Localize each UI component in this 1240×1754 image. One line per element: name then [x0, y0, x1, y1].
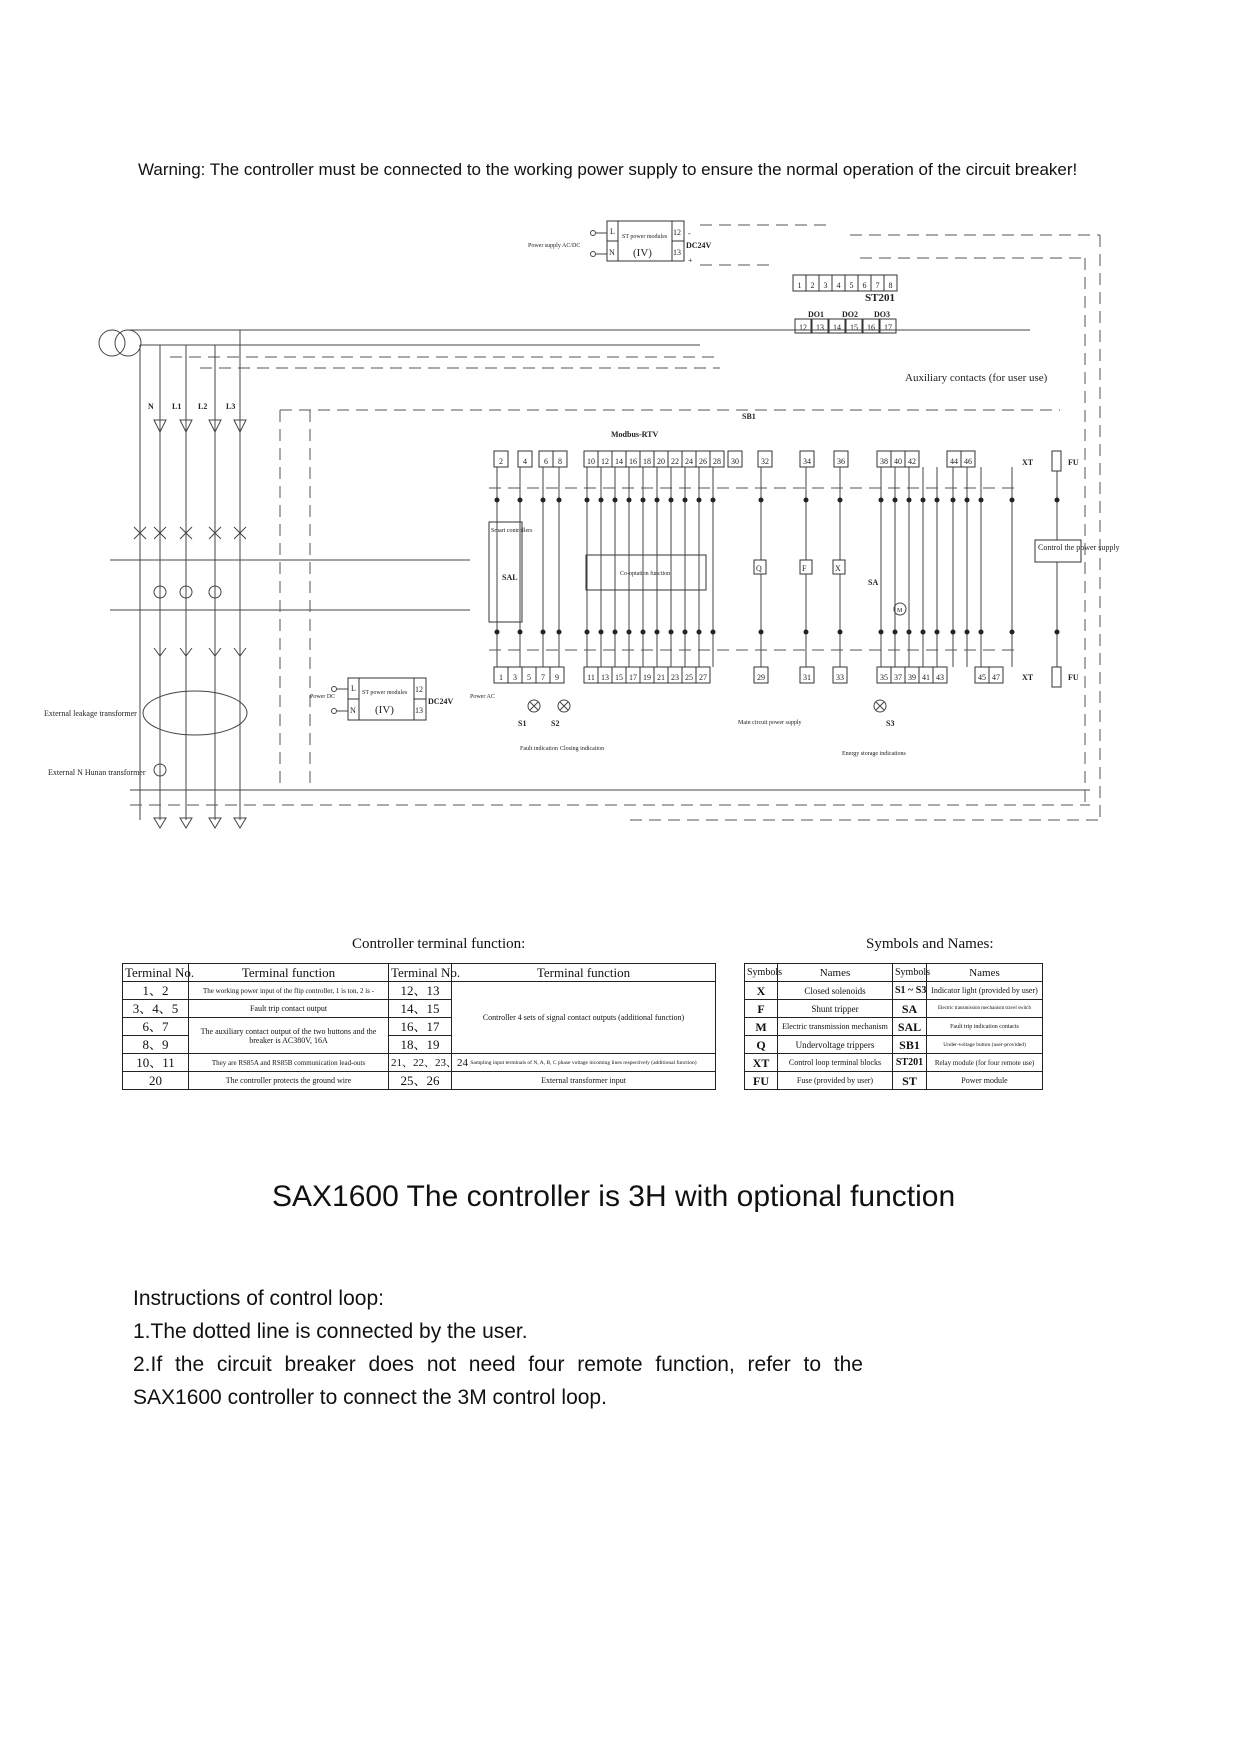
contact-dot [879, 498, 884, 503]
phase-l1: L1 [172, 402, 182, 411]
symbol-name: Relay module (for four remote use) [927, 1054, 1043, 1072]
contact-dot [951, 630, 956, 635]
terminal-function: Controller 4 sets of signal contact outputs (additional function) [452, 982, 716, 1054]
terminal-top: 46 [964, 457, 972, 466]
symbol-name: Control loop terminal blocks [778, 1054, 893, 1072]
contact-dot [683, 630, 688, 635]
table-row [123, 982, 716, 1000]
contact-dot [711, 498, 716, 503]
terminal-bottom: 17 [629, 673, 637, 682]
contact-dot [683, 498, 688, 503]
terminal-top: 22 [671, 457, 679, 466]
closing-indication-label: Closing indication [560, 746, 605, 752]
terminal-top: 36 [837, 457, 845, 466]
contact-dot [613, 630, 618, 635]
terminal-top: 14 [615, 457, 623, 466]
symbol-name: Electric transmission mechanism travel switch [927, 1000, 1043, 1018]
terminal-function: Sampling input terminals of N, A, B, C phase voltage incoming lines respectively (additional function) [452, 1054, 716, 1072]
contact-dot [518, 630, 523, 635]
symbol-name: Closed solenoids [778, 982, 893, 1000]
terminal-bottom: 1 [499, 673, 503, 682]
symbol-name: Fuse (provided by user) [778, 1072, 893, 1090]
contact-dot [655, 498, 660, 503]
s2-label: S2 [551, 719, 560, 728]
terminal-no: 3、4、5 [123, 1000, 189, 1018]
symbol: M [745, 1018, 778, 1036]
control-power-label: Control the power supply [1038, 543, 1120, 552]
contact-dot [641, 498, 646, 503]
terminal-bottom: 25 [685, 673, 693, 682]
table-row [123, 1072, 716, 1090]
contact-dot [935, 498, 940, 503]
symbol-name: Electric transmission mechanism [778, 1018, 893, 1036]
do1-label: DO1 [808, 310, 824, 319]
table-row [123, 1054, 716, 1072]
symbol-name: Under-voltage button (user-provided) [927, 1036, 1043, 1054]
s3-label: S3 [886, 719, 895, 728]
terminal-bottom: 45 [978, 673, 986, 682]
contact-dot [1055, 630, 1060, 635]
terminal-function: The working power input of the flip controller, 1 is ton, 2 is - [189, 982, 389, 1000]
terminal-top: 24 [685, 457, 693, 466]
terminal-bottom: 23 [671, 673, 679, 682]
terminal-function-table [122, 963, 716, 1090]
top-module-l: L [610, 227, 615, 236]
left-module-l: L [351, 684, 356, 693]
contact-dot [697, 630, 702, 635]
contact-dot [518, 498, 523, 503]
symbol: S1 ~ S3 [893, 982, 927, 1000]
symbol: SA [893, 1000, 927, 1018]
terminal-top: 42 [908, 457, 916, 466]
terminal-top: 40 [894, 457, 902, 466]
terminal-no: 1、2 [123, 982, 189, 1000]
instructions-block [133, 1282, 863, 1414]
left-module-iv: (IV) [375, 704, 394, 716]
contact-dot [613, 498, 618, 503]
fault-indication-label: Fault indication [520, 746, 558, 752]
contact-dot [1010, 498, 1015, 503]
st201-label: ST201 [865, 292, 895, 304]
document-title: SAX1600 The controller is 3H with optional function [272, 1180, 956, 1213]
phase-l3: L3 [226, 402, 236, 411]
contact-dot [893, 630, 898, 635]
terminal-bottom: 43 [936, 673, 944, 682]
do-terminal: 17 [884, 323, 892, 332]
contact-dot [979, 630, 984, 635]
left-module-title: ST power modules [362, 690, 408, 696]
smart-controller-label: Smart controllers [491, 528, 533, 534]
header-terminal-function-2: Terminal function [452, 964, 716, 982]
contact-dot [669, 498, 674, 503]
contact-dot [557, 498, 562, 503]
terminal-top: 12 [601, 457, 609, 466]
terminal-bottom: 11 [587, 673, 595, 682]
st201-terminal: 3 [823, 281, 828, 290]
st201-terminal: 1 [797, 281, 802, 290]
terminal-bottom: 15 [615, 673, 623, 682]
st201-terminal: 5 [849, 281, 854, 290]
terminal-top: 34 [803, 457, 811, 466]
instruction-item-2: 2.If the circuit breaker does not need four remote function, refer to the SAX1600 controller to connect the 3M control loop. [133, 1353, 863, 1409]
phase-labels [148, 402, 235, 411]
terminal-bottom: 29 [757, 673, 765, 682]
symbol-name: Fault trip indication contacts [927, 1018, 1043, 1036]
instructions-heading: Instructions of control loop: [133, 1287, 384, 1310]
contact-dot [697, 498, 702, 503]
contact-dot [965, 498, 970, 503]
header-names-2: Names [927, 964, 1043, 982]
terminal-top: 16 [629, 457, 637, 466]
xt-label-top: XT [1022, 458, 1034, 467]
contact-dot [599, 630, 604, 635]
symbol: F [745, 1000, 778, 1018]
terminal-top: 32 [761, 457, 769, 466]
terminal-bottom: 19 [643, 673, 651, 682]
contact-dot [838, 498, 843, 503]
terminal-function: They are RS85A and RS85B communication lead-outs [189, 1054, 389, 1072]
terminal-bottom: 41 [922, 673, 930, 682]
st201-terminal: 7 [875, 281, 880, 290]
table-header-row [123, 964, 716, 982]
top-module-plus: + [688, 256, 693, 265]
terminal-bottom: 7 [541, 673, 545, 682]
symbol: SAL [893, 1018, 927, 1036]
phase-l2: L2 [198, 402, 208, 411]
do-terminal: 15 [850, 323, 858, 332]
left-module-dc: DC24V [428, 697, 454, 706]
cooperation-label: Co-optation function [620, 571, 671, 577]
symbol: Q [745, 1036, 778, 1054]
terminal-top: 44 [950, 457, 958, 466]
left-module-t13: 13 [415, 706, 423, 715]
top-module-n: N [609, 248, 615, 257]
terminal-bottom: 9 [555, 673, 559, 682]
sb1-label: SB1 [742, 412, 756, 421]
external-n-label: External N Hunan transformer [48, 768, 146, 777]
symbol-name: Indicator light (provided by user) [927, 982, 1043, 1000]
contact-dot [838, 630, 843, 635]
table-row [745, 982, 1043, 1000]
terminal-no: 10、11 [123, 1054, 189, 1072]
symbol: ST201 [893, 1054, 927, 1072]
st201-terminal: 2 [810, 281, 815, 290]
top-module-iv: (IV) [633, 247, 652, 259]
contact-dot [585, 630, 590, 635]
table-row [745, 1000, 1043, 1018]
header-terminal-no-2: Terminal No. [389, 964, 452, 982]
st201-terminal: 4 [836, 281, 841, 290]
terminal-function: The controller protects the ground wire [189, 1072, 389, 1090]
terminal-bottom: 3 [513, 673, 517, 682]
contact-dot [641, 630, 646, 635]
bottom-terminals [494, 667, 1003, 683]
top-module-t12: 12 [673, 228, 681, 237]
header-symbols-2: Symbols [893, 964, 927, 982]
contact-dot [1010, 630, 1015, 635]
do2-label: DO2 [842, 310, 858, 319]
terminal-bottom: 35 [880, 673, 888, 682]
indicator-lamps [518, 700, 907, 757]
left-module-t12: 12 [415, 685, 423, 694]
terminal-function: The auxiliary contact output of the two buttons and the breaker is AC380V, 16A [189, 1018, 389, 1054]
main-circuit-label: Main circuit power supply [738, 720, 802, 726]
terminal-table-title: Controller terminal function: [352, 936, 526, 952]
contact-dot [711, 630, 716, 635]
terminal-bottom: 33 [836, 673, 844, 682]
s1-label: S1 [518, 719, 527, 728]
fu-label-top: FU [1068, 458, 1079, 467]
terminal-top: 2 [499, 457, 503, 466]
symbol-name: Shunt tripper [778, 1000, 893, 1018]
terminal-no: 14、15 [389, 1000, 452, 1018]
terminal-top: 4 [523, 457, 527, 466]
terminal-function: External transformer input [452, 1072, 716, 1090]
terminal-no: 18、19 [389, 1036, 452, 1054]
terminal-bottom: 21 [657, 673, 665, 682]
symbol: SB1 [893, 1036, 927, 1054]
do-terminal: 12 [799, 323, 807, 332]
phase-symbols [134, 420, 247, 828]
terminal-bottom: 13 [601, 673, 609, 682]
table-row [745, 1036, 1043, 1054]
left-module-n: N [350, 706, 356, 715]
warning-text: Warning: The controller must be connected to the working power supply to ensure the normal operation of the circuit breaker! [138, 160, 1078, 179]
contact-dot [655, 630, 660, 635]
terminal-bottom: 47 [992, 673, 1000, 682]
terminal-top: 8 [558, 457, 562, 466]
contact-dot [627, 498, 632, 503]
contact-dot [541, 630, 546, 635]
table-row [745, 1072, 1043, 1090]
modbus-label: Modbus-RTV [611, 430, 659, 439]
fu-label-bottom: FU [1068, 673, 1079, 682]
terminal-no: 21、22、23、24 [389, 1054, 452, 1072]
symbols-table-title: Symbols and Names: [866, 936, 994, 952]
contact-dot [921, 630, 926, 635]
terminal-no: 20 [123, 1072, 189, 1090]
terminal-no: 16、17 [389, 1018, 452, 1036]
contact-dot [669, 630, 674, 635]
header-terminal-function: Terminal function [189, 964, 389, 982]
phase-n: N [148, 402, 154, 411]
terminal-no: 8、9 [123, 1036, 189, 1054]
transformer-symbol [99, 330, 141, 356]
symbols-table [744, 963, 1043, 1090]
contact-dot [935, 630, 940, 635]
f-label: F [802, 564, 807, 573]
top-module-dc: DC24V [686, 241, 712, 250]
right-frame [700, 225, 1100, 820]
symbol: XT [745, 1054, 778, 1072]
symbol: X [745, 982, 778, 1000]
contact-dot [599, 498, 604, 503]
terminal-top: 30 [731, 457, 739, 466]
header-names: Names [778, 964, 893, 982]
energy-indication-label: Energy storage indications [842, 751, 906, 757]
q-label: Q [756, 564, 762, 573]
symbol: ST [893, 1072, 927, 1090]
table-row [745, 1054, 1043, 1072]
contact-dot [979, 498, 984, 503]
contact-dot [951, 498, 956, 503]
external-leakage-label: External leakage transformer [44, 709, 137, 718]
do-terminal: 13 [816, 323, 824, 332]
contact-dot [759, 498, 764, 503]
terminal-top: 38 [880, 457, 888, 466]
terminal-bottom: 5 [527, 673, 531, 682]
sal-label: SAL [502, 573, 518, 582]
auxiliary-contacts-label: Auxiliary contacts (for user use) [905, 372, 1048, 384]
terminal-top: 18 [643, 457, 651, 466]
power-ac-label: Power AC [470, 694, 495, 700]
left-power-module [310, 678, 495, 720]
top-power-module [528, 221, 712, 265]
terminal-top: 6 [544, 457, 548, 466]
terminal-bottom: 27 [699, 673, 707, 682]
terminal-bottom: 39 [908, 673, 916, 682]
terminal-top: 10 [587, 457, 595, 466]
contact-dot [893, 498, 898, 503]
terminal-no: 12、13 [389, 982, 452, 1000]
table-row [745, 1018, 1043, 1036]
do-terminal: 14 [833, 323, 841, 332]
contact-dot [495, 498, 500, 503]
instruction-item-1: 1.The dotted line is connected by the user. [133, 1320, 528, 1343]
terminal-top: 20 [657, 457, 665, 466]
contact-dot [921, 498, 926, 503]
top-module-title: ST power modules [622, 234, 668, 240]
power-supply-label: Power supply AC/DC [528, 243, 581, 249]
terminal-top: 28 [713, 457, 721, 466]
terminal-bottom: 37 [894, 673, 902, 682]
terminal-no: 25、26 [389, 1072, 452, 1090]
contact-dot [585, 498, 590, 503]
contact-dot [879, 630, 884, 635]
symbol: FU [745, 1072, 778, 1090]
sa-label: SA [868, 578, 879, 587]
contact-dot [495, 630, 500, 635]
x-label: X [835, 564, 841, 573]
st201-terminal: 6 [862, 281, 867, 290]
st201-module [793, 275, 897, 333]
contact-dot [804, 498, 809, 503]
header-terminal-no: Terminal No. [123, 964, 189, 982]
top-module-minus: - [688, 229, 691, 238]
do-terminal: 16 [867, 323, 875, 332]
m-label: M [897, 608, 903, 614]
terminal-top: 26 [699, 457, 707, 466]
do3-label: DO3 [874, 310, 890, 319]
table-header-row [745, 964, 1043, 982]
contact-dot [557, 630, 562, 635]
contact-dot [627, 630, 632, 635]
contact-dot [804, 630, 809, 635]
contact-dot [1055, 498, 1060, 503]
contact-dot [759, 630, 764, 635]
contact-dot [907, 630, 912, 635]
contact-dot [907, 498, 912, 503]
top-module-t13: 13 [673, 248, 681, 257]
contact-dot [965, 630, 970, 635]
terminal-bottom: 31 [803, 673, 811, 682]
terminal-function: Fault trip contact output [189, 1000, 389, 1018]
st201-terminal: 8 [888, 281, 893, 290]
terminal-no: 6、7 [123, 1018, 189, 1036]
power-dc-label: Power DC [310, 694, 336, 700]
top-terminals [494, 451, 975, 467]
controller-block [489, 412, 1120, 687]
symbol-name: Power module [927, 1072, 1043, 1090]
symbol-name: Undervoltage trippers [778, 1036, 893, 1054]
xt-label-bottom: XT [1022, 673, 1034, 682]
header-symbols: Symbols [745, 964, 778, 982]
contact-dot [541, 498, 546, 503]
